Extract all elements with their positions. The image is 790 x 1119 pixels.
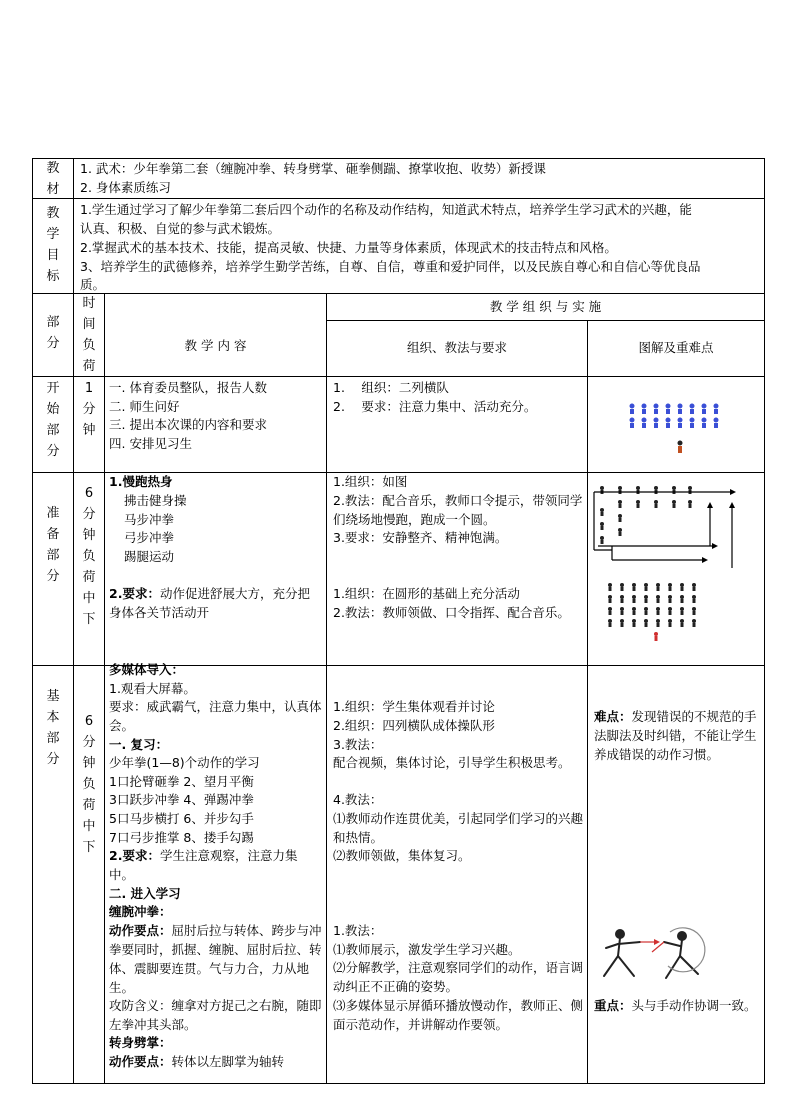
header-methods: 组织、教法与要求 — [406, 340, 507, 355]
prep-item: 踢腿运动 — [124, 549, 175, 564]
goals-line-4: 3、培养学生的武德修养，培养学生勤学苦练，自尊、自信，尊重和爱护同伴，以及民族自尊心和自信心等优良品 — [80, 259, 701, 274]
basic-method: ⑶多媒体显示屏循环播放慢动作，教师正、侧面示范动作，并讲解动作要领。 — [333, 998, 584, 1032]
col-divider — [587, 320, 588, 1084]
basic-time: 6 分 钟 负 荷 中 下 — [82, 714, 96, 855]
prep-item: 弓步冲拳 — [124, 530, 175, 545]
prep-method-b1: 1.组织：在圆形的基础上充分活动 — [333, 586, 520, 601]
start-label: 开 始 部 分 — [46, 381, 60, 459]
header-diagram: 图解及重难点 — [638, 340, 714, 355]
basic-method: 1.教法： — [333, 923, 383, 938]
media-title: 多媒体导入： — [109, 662, 185, 677]
table-border-left — [32, 158, 33, 1084]
student-figure — [644, 619, 648, 627]
table-border-right — [764, 158, 765, 1084]
start-method-2: 2. 要求：注意力集中、活动充分。 — [333, 399, 537, 414]
basic-method: 3.教法： — [333, 737, 383, 752]
student-figure — [644, 595, 648, 603]
move1-title: 缠腕冲拳： — [109, 904, 172, 919]
student-figure — [668, 607, 672, 615]
two-row-formation-diagram — [626, 402, 722, 458]
review-item: 1口抡臂砸拳 2、望月平衡 — [109, 774, 254, 789]
review-item: 7口弓步推掌 8、搂手勾踢 — [109, 830, 254, 845]
header-part: 部 分 — [46, 315, 60, 351]
student-figure — [656, 583, 660, 591]
start-content-1: 一. 体育委员整队，报告人数 — [109, 380, 267, 395]
student-figure — [632, 607, 636, 615]
table-border-bottom — [32, 1083, 765, 1084]
student-figure — [644, 583, 648, 591]
student-figure — [608, 607, 612, 615]
move1-attack-meaning: 攻防含义：缠拿对方捉己之右腕，随即左拳冲其头部。 — [109, 998, 322, 1032]
student-figure — [632, 595, 636, 603]
student-figure — [666, 404, 671, 415]
student-figure — [608, 583, 612, 591]
basic-content: 少年拳(1—8)个动作的学习 — [109, 755, 260, 770]
student-figure — [632, 619, 636, 627]
student-figure — [668, 619, 672, 627]
prep-requirement: 2.要求：动作促进舒展大方，充分把身体各关节活动开 — [109, 586, 310, 620]
student-figure — [642, 404, 647, 415]
student-figure — [656, 619, 660, 627]
basic-method: 4.教法： — [333, 792, 383, 807]
goals-label: 教 学 目 标 — [46, 206, 60, 284]
difficulty-note: 难点：发现错误的不规范的手法脚法及时纠错，不能让学生养成错误的动作习惯。 — [594, 709, 757, 762]
basic-method: 2.组织：四列横队成体操队形 — [333, 718, 495, 733]
route-arrowheads — [702, 489, 736, 563]
prep-method-b2: 2.教法：教师领做、口令指挥、配合音乐。 — [333, 605, 570, 620]
goals-line-5: 质。 — [80, 277, 106, 292]
jogging-students — [600, 486, 692, 544]
prep-item: 马步冲拳 — [124, 512, 175, 527]
start-content-2: 二. 师生问好 — [109, 399, 180, 414]
student-figure — [692, 583, 696, 591]
prep-item: 拂击健身操 — [124, 493, 187, 508]
basic-method: ⑵教师领做，集体复习。 — [333, 848, 471, 863]
student-figure — [714, 418, 719, 429]
prep-label: 准 备 部 分 — [46, 506, 60, 584]
row-divider — [32, 293, 765, 294]
prep-method-a1: 1.组织：如图 — [333, 474, 408, 489]
student-figure — [680, 619, 684, 627]
prep-content-title: 1.慢跑热身 — [109, 474, 173, 489]
student-figure — [630, 404, 635, 415]
basic-requirement: 2.要求：学生注意观察，注意力集中。 — [109, 848, 298, 882]
textbook-line-2: 2. 身体素质练习 — [80, 180, 171, 195]
start-content-3: 三. 提出本次课的内容和要求 — [109, 417, 267, 432]
row-divider — [326, 320, 765, 321]
student-figure — [608, 595, 612, 603]
teacher-figure — [678, 441, 683, 454]
col-divider — [104, 293, 105, 1084]
review-item: 5口马步横打 6、并步勾手 — [109, 811, 254, 826]
review-title: 一. 复习： — [109, 737, 169, 752]
student-figure — [654, 418, 659, 429]
learn-title: 二. 进入学习 — [109, 886, 181, 901]
basic-method: 配合视频，集体讨论，引导学生积极思考。 — [333, 755, 571, 770]
basic-method: 1.组织：学生集体观看并讨论 — [333, 699, 495, 714]
review-item: 3口跃步冲拳 4、弹踢冲拳 — [109, 792, 254, 807]
basic-method: ⑴教师动作连贯优美，引起同学们学习的兴趣和热情。 — [333, 811, 584, 845]
student-figure — [680, 583, 684, 591]
student-figure — [644, 607, 648, 615]
student-figure — [620, 619, 624, 627]
goals-line-2: 认真、积极、自觉的参与武术锻炼。 — [80, 221, 281, 236]
basic-method: ⑵分解教学，注意观察同学们的动作，语言调动纠正不正确的姿势。 — [333, 960, 584, 994]
student-figure — [680, 595, 684, 603]
col-divider — [326, 293, 327, 1084]
row-divider — [32, 198, 765, 199]
student-figure — [690, 418, 695, 429]
basic-content: 1.观看大屏幕。 — [109, 681, 196, 696]
row-divider — [32, 376, 765, 377]
student-figure — [656, 595, 660, 603]
martial-arts-pose-illustration — [594, 926, 706, 984]
student-figure — [632, 583, 636, 591]
student-figure — [714, 404, 719, 415]
student-figure — [678, 404, 683, 415]
circle-formation-diagram — [604, 580, 714, 642]
goals-line-1: 1.学生通过学习了解少年拳第二套后四个动作的名称及动作结构，知道武术特点，培养学生学习武术的兴趣，能 — [80, 202, 692, 217]
prep-method-a3: 3.要求：安静整齐、精神饱满。 — [333, 530, 508, 545]
student-figure — [642, 418, 647, 429]
student-figure — [608, 619, 612, 627]
teacher-figure — [654, 632, 658, 641]
student-figure — [668, 595, 672, 603]
student-figure — [666, 418, 671, 429]
textbook-label: 教 材 — [46, 161, 60, 197]
header-content: 教 学 内 容 — [184, 338, 247, 353]
student-figure — [654, 404, 659, 415]
student-figure — [678, 418, 683, 429]
student-figure — [692, 607, 696, 615]
student-figure — [692, 595, 696, 603]
start-method-1: 1. 组织：二列横队 — [333, 380, 449, 395]
basic-label: 基 本 部 分 — [46, 689, 60, 767]
header-org-impl: 教 学 组 织 与 实 施 — [489, 299, 602, 314]
textbook-line-1: 1. 武术：少年拳第二套（缠腕冲拳、转身劈掌、砸拳侧踹、撩掌收抱、收势）新授课 — [80, 161, 546, 176]
start-content-4: 四. 安排见习生 — [109, 436, 192, 451]
student-figure — [630, 418, 635, 429]
basic-content: 要求：威武霸气，注意力集中，认真体会。 — [109, 699, 322, 733]
move2-key-points: 动作要点：转体以左脚掌为轴转 — [109, 1054, 285, 1069]
student-figure — [690, 404, 695, 415]
student-figure — [620, 595, 624, 603]
student-figure — [656, 607, 660, 615]
student-figure — [692, 619, 696, 627]
goals-line-3: 2.掌握武术的基本技术、技能，提高灵敏、快捷、力量等身体素质，体现武术的技击特点和风格。 — [80, 240, 617, 255]
route-arrows — [594, 492, 732, 568]
student-figure — [620, 607, 624, 615]
move2-title: 转身劈掌： — [109, 1035, 172, 1050]
student-figure — [668, 583, 672, 591]
jogging-route-diagram — [592, 480, 762, 580]
move1-key-points: 动作要点：屈肘后拉与转体、跨步与冲拳要同时，抓握、缠腕、屈肘后拉、转体、震脚要连贯。气与力合，力从地生。 — [109, 923, 322, 995]
basic-method: ⑴教师展示，激发学生学习兴趣。 — [333, 942, 521, 957]
student-figure — [702, 404, 707, 415]
start-time: 1 分 钟 — [82, 381, 96, 438]
student-figure — [620, 583, 624, 591]
student-figure — [680, 607, 684, 615]
key-point-note: 重点：头与手动作协调一致。 — [594, 998, 757, 1013]
header-time: 时 间 负 荷 — [82, 296, 96, 374]
student-figure — [702, 418, 707, 429]
prep-method-a2: 2.教法：配合音乐，教师口令提示，带领同学们绕场地慢跑，跑成一个圆。 — [333, 493, 583, 527]
prep-time: 6 分 钟 负 荷 中 下 — [82, 486, 96, 627]
